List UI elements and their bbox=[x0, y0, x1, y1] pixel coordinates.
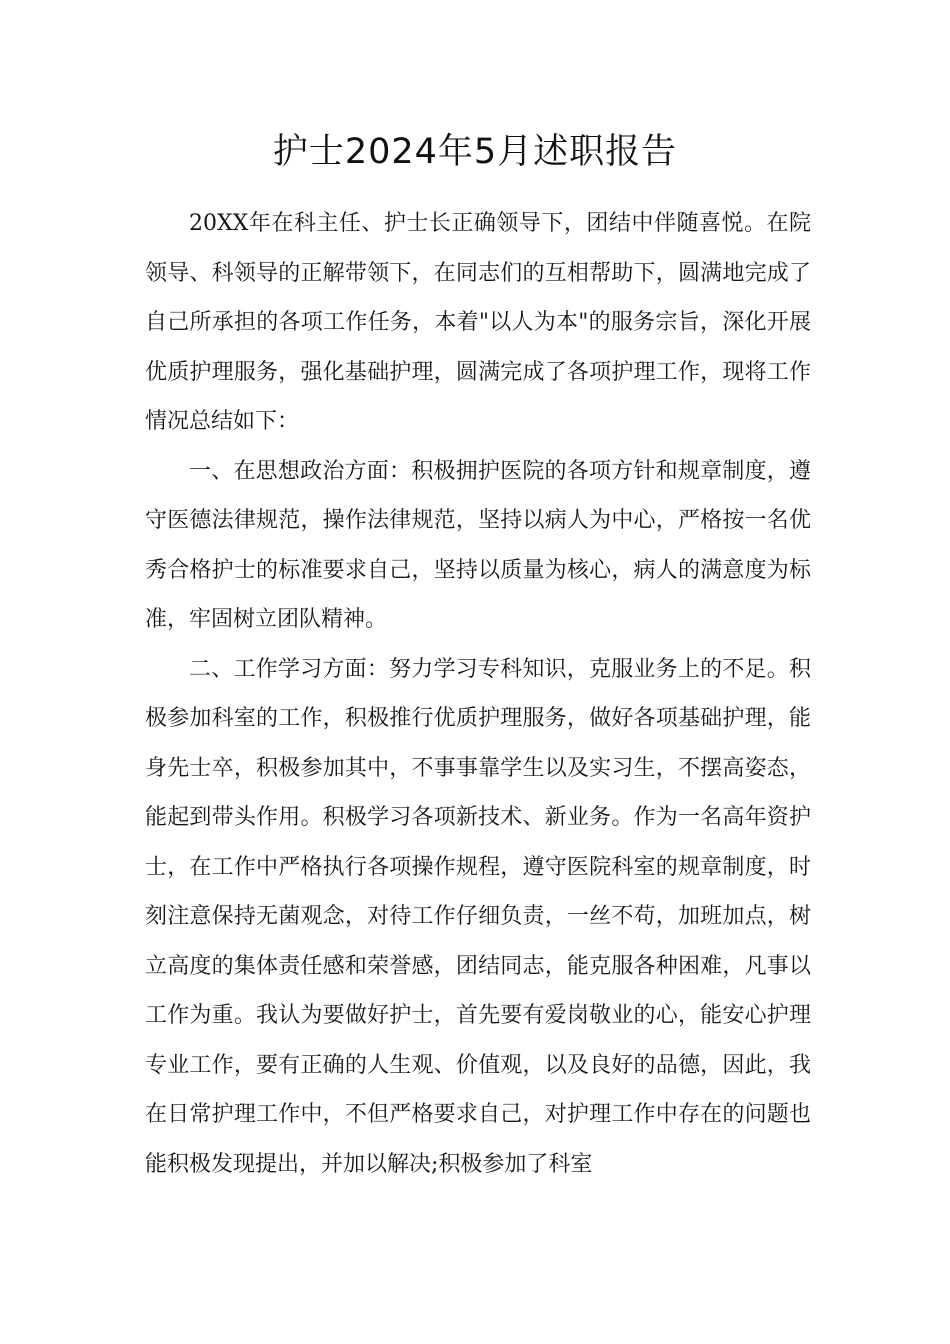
paragraph-political: 一、在思想政治方面：积极拥护医院的各项方针和规章制度，遵守医德法律规范，操作法律规范，坚持以病人为中心，严格按一名优秀合格护士的标准要求自己，坚持以质量为核心，病人的满意度为标准，牢固树立团队精神。 bbox=[145, 458, 811, 632]
document-title: 护士2024年5月述职报告 bbox=[272, 132, 678, 172]
document-body bbox=[145, 199, 811, 1189]
paragraph-work-study: 二、工作学习方面：努力学习专科知识，克服业务上的不足。积极参加科室的工作，积极推行优质护理服务，做好各项基础护理，能身先士卒，积极参加其中，不事事靠学生以及实习生，不摆高姿态，能起到带头作用。积极学习各项新技术、新业务。作为一名高年资护士，在工作中严格执行各项操作规程，遵守医院科室的规章制度，时刻注意保持无菌观念，对待工作仔细负责，一丝不苟，加班加点，树立高度的集体责任感和荣誉感，团结同志，能克服各种困难，凡事以工作为重。我认为要做好护士，首先要有爱岗敬业的心，能安心护理专业工作，要有正确的人生观、价值观，以及良好的品德，因此，我在日常护理工作中，不但严格要求自己，对护理工作中存在的问题也能积极发现提出，并加以解决;积极参加了科室 bbox=[145, 656, 811, 1177]
paragraph-intro: 20XX年在科主任、护士长正确领导下，团结中伴随喜悦。在院领导、科领导的正解带领下，在同志们的互相帮助下，圆满地完成了自己所承担的各项工作任务，本着"以人为本"的服务宗旨，深化开展优质护理服务，强化基础护理，圆满完成了各项护理工作，现将工作情况总结如下： bbox=[145, 211, 811, 434]
